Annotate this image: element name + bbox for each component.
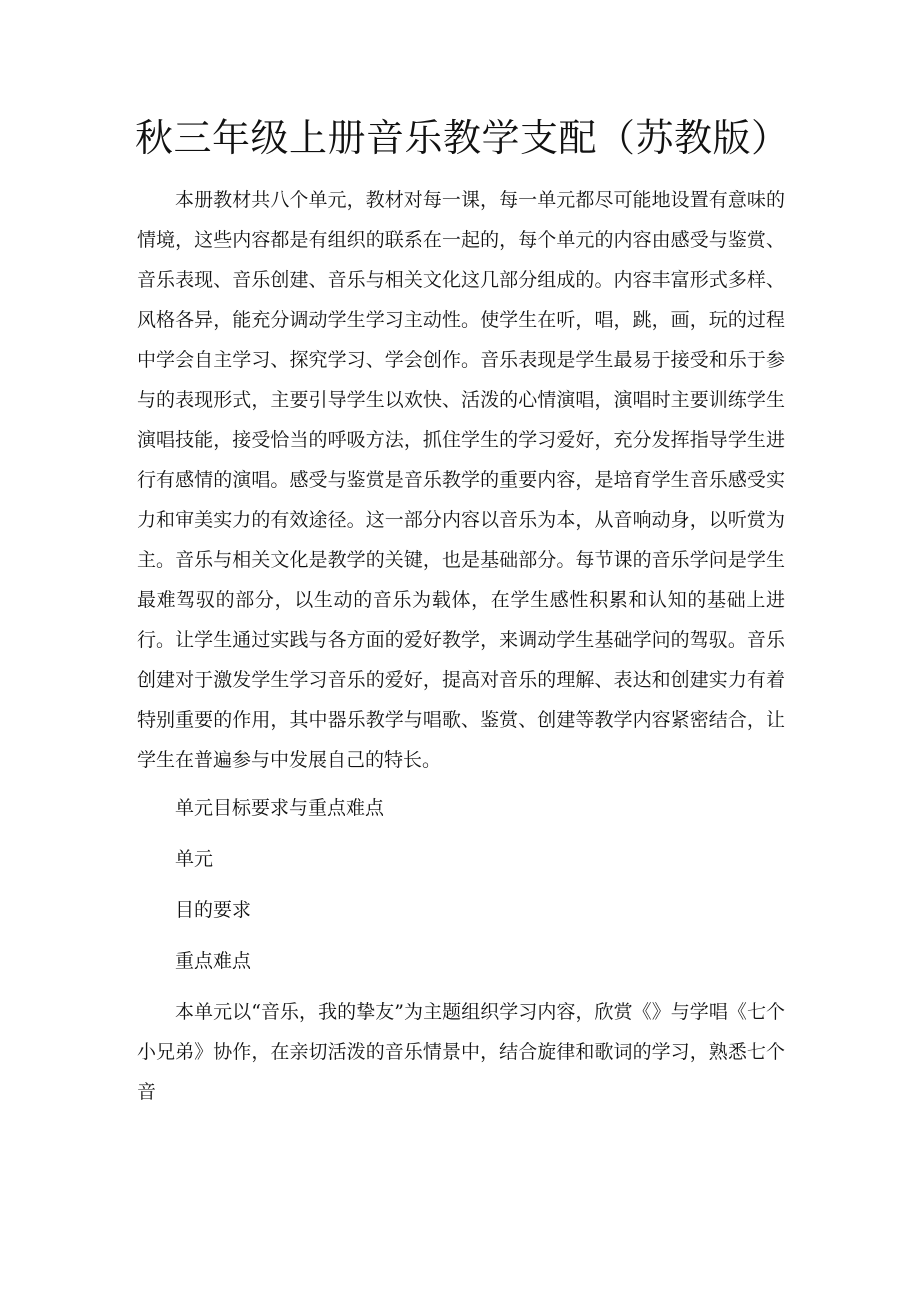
document-title: 秋三年级上册音乐教学支配（苏教版） [135,116,790,160]
section-heading: 单元目标要求与重点难点 [175,797,385,819]
table-label-keypoints: 重点难点 [175,950,252,972]
table-label-unit: 单元 [175,848,214,870]
intro-paragraph: 本册教材共八个单元，教材对每一课，每一单元都尽可能地设置有意味的情境，这些内容都是有组织的联系在一起的，每个单元的内容由感受与鉴赏、音乐表现、音乐创建、音乐与相关文化这几部分组成的。内容丰富形式多样、风格各异，能充分调动学生学习主动性。使学生在听，唱，跳，画，玩的过程中学会自主学习、探究学习、学会创作。音乐表现是学生最易于接受和乐于参与的表现形式，主要引导学生以欢快、活泼的心情演唱，演唱时主要训练学生演唱技能，接受恰当的呼吸方法，抓住学生的学习爱好，充分发挥指导学生进行有感情的演唱。感受与鉴赏是音乐教学的重要内容，是培育学生音乐感受实力和审美实力的有效途径。这一部分内容以音乐为本，从音响动身，以听赏为主。音乐与相关文化是教学的关键，也是基础部分。每节课的音乐学问是学生最难驾驭的部分，以生动的音乐为载体，在学生感性积累和认知的基础上进行。让学生通过实践与各方面的爱好教学，来调动学生基础学问的驾驭。音乐创建对于激发学生学习音乐的爱好，提高对音乐的理解、表达和创建实力有着特别重要的作用，其中器乐教学与唱歌、鉴赏、创建等教学内容紧密结合，让学生在普遍参与中发展自己的特长。 [137,189,785,771]
table-label-goals: 目的要求 [175,899,252,921]
document-body [137,180,785,1112]
unit-paragraph: 本单元以“音乐，我的挚友”为主题组织学习内容，欣赏《》与学唱《七个小兄弟》协作，在亲切活泼的音乐情景中，结合旋律和歌词的学习，熟悉七个音 [137,1001,785,1103]
